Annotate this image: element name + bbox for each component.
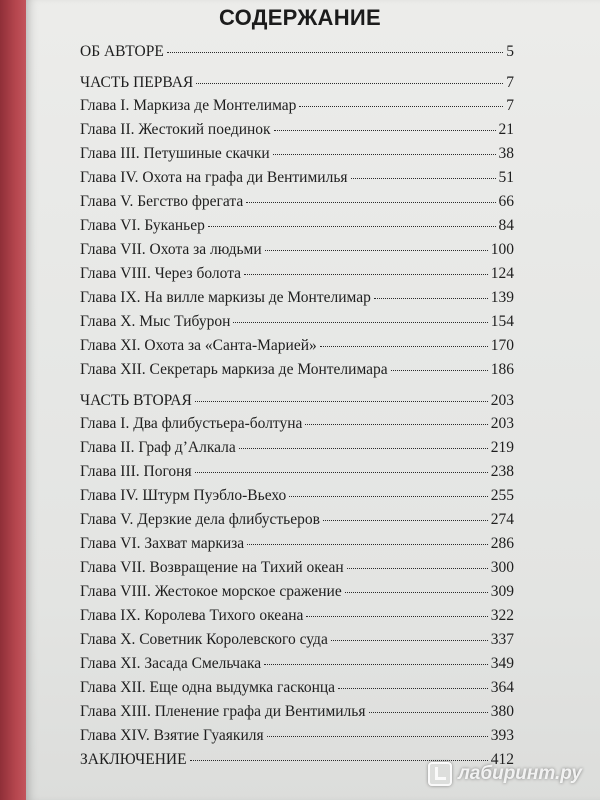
toc-entry-page: 139 bbox=[490, 289, 514, 306]
toc-entry-page: 203 bbox=[490, 392, 514, 409]
toc-leader-dots bbox=[265, 250, 488, 251]
toc-entry-label: Глава V. Дерзкие дела флибустьеров bbox=[80, 511, 320, 528]
labirint-watermark bbox=[428, 762, 582, 786]
toc-entry bbox=[80, 511, 514, 533]
toc-entry-page: 84 bbox=[498, 217, 514, 234]
toc-entry bbox=[80, 559, 514, 581]
toc-entry-page: 170 bbox=[490, 337, 514, 354]
toc-entry-label: Глава VII. Возвращение на Тихий океан bbox=[80, 559, 344, 576]
toc-entry-label: Глава II. Жестокий поединок bbox=[80, 121, 271, 138]
toc-leader-dots bbox=[195, 401, 488, 402]
toc-leader-dots bbox=[273, 154, 496, 155]
toc-entry-page: 238 bbox=[490, 463, 514, 480]
toc-entry bbox=[80, 241, 514, 263]
toc-entry-label: Глава I. Два флибустьера-болтуна bbox=[80, 415, 303, 432]
toc-entry-label: Глава XIV. Взятие Гуаякиля bbox=[80, 727, 264, 744]
toc-entry bbox=[80, 703, 514, 725]
toc-leader-dots bbox=[305, 424, 487, 425]
toc-leader-dots bbox=[239, 448, 488, 449]
toc-entry-page: 286 bbox=[490, 535, 514, 552]
toc-entry bbox=[80, 289, 514, 311]
toc-leader-dots bbox=[306, 616, 487, 617]
toc-entry-page: 255 bbox=[490, 487, 514, 504]
toc-entry bbox=[80, 145, 514, 167]
toc-entry-label: Глава IX. На вилле маркизы де Монтелимар bbox=[80, 289, 371, 306]
toc-entry-page: 38 bbox=[498, 145, 514, 162]
toc-entry bbox=[80, 121, 514, 143]
toc-leader-dots bbox=[196, 83, 503, 84]
page-title: СОДЕРЖАНИЕ bbox=[218, 5, 382, 30]
toc-leader-dots bbox=[190, 760, 488, 761]
toc-entry-about-author bbox=[80, 43, 514, 65]
toc-leader-dots bbox=[391, 370, 488, 371]
toc-entry bbox=[80, 679, 514, 701]
toc-entry bbox=[80, 583, 514, 605]
toc-entry-part-two bbox=[80, 392, 514, 414]
watermark-text: лабиринт.ру bbox=[457, 763, 582, 784]
toc-entry-page: 380 bbox=[490, 703, 514, 720]
toc-entry bbox=[80, 193, 514, 215]
toc-entry bbox=[80, 463, 514, 485]
toc-entry-label: Глава IV. Штурм Пуэбло-Вьехо bbox=[80, 487, 287, 504]
toc-entry-part-one bbox=[80, 74, 514, 96]
toc-entry-label: Глава XII. Секретарь маркиза де Монтелимара bbox=[80, 361, 388, 378]
toc-entry-label: Глава XIII. Пленение графа ди Вентимилья bbox=[80, 703, 366, 720]
toc-leader-dots bbox=[274, 130, 496, 131]
toc-leader-dots bbox=[320, 346, 488, 347]
toc-leader-dots bbox=[351, 178, 496, 179]
toc-leader-dots bbox=[374, 298, 488, 299]
toc-entry-label: Глава VII. Охота за людьми bbox=[80, 241, 262, 258]
toc-entry-page: 66 bbox=[498, 193, 514, 210]
toc-entry-page: 5 bbox=[506, 43, 514, 60]
toc-leader-dots bbox=[323, 520, 488, 521]
toc-entry-label: Глава XI. Засада Смельчака bbox=[80, 655, 262, 672]
toc-entry-label: Глава IX. Королева Тихого океана bbox=[80, 607, 304, 624]
toc-entry-page: 322 bbox=[490, 607, 514, 624]
labirint-logo-icon bbox=[428, 762, 452, 786]
toc-entry bbox=[80, 217, 514, 239]
toc-entry-label: Глава VIII. Жестокое морское сражение bbox=[80, 583, 342, 600]
toc-entry-page: 219 bbox=[490, 439, 514, 456]
toc-leader-dots bbox=[247, 544, 488, 545]
toc-entry-page: 393 bbox=[490, 727, 514, 744]
toc-entry bbox=[80, 607, 514, 629]
toc-leader-dots bbox=[289, 496, 487, 497]
toc-entry-label: Глава II. Граф д’Алкала bbox=[80, 439, 236, 456]
toc-entry-page: 124 bbox=[490, 265, 514, 282]
toc-entry bbox=[80, 631, 514, 653]
toc-entry-label: Глава IV. Охота на графа ди Вентимилья bbox=[80, 169, 348, 186]
toc-entry-page: 100 bbox=[490, 241, 514, 258]
toc-leader-dots bbox=[299, 106, 503, 107]
toc-entry-label: Глава XII. Еще одна выдумка гасконца bbox=[80, 679, 336, 696]
toc-entry-label: Глава III. Погоня bbox=[80, 463, 192, 480]
toc-entry bbox=[80, 415, 514, 437]
toc-entry-page: 349 bbox=[490, 655, 514, 672]
toc-leader-dots bbox=[338, 688, 488, 689]
toc-entry-page: 364 bbox=[490, 679, 514, 696]
toc-entry-label: Глава XI. Охота за «Санта-Марией» bbox=[80, 337, 317, 354]
toc-leader-dots bbox=[267, 736, 488, 737]
toc-entry-page: 7 bbox=[506, 74, 514, 91]
toc-entry bbox=[80, 313, 514, 335]
toc-entry bbox=[80, 487, 514, 509]
toc-entry-label: Глава X. Советник Королевского суда bbox=[80, 631, 328, 648]
toc-entry bbox=[80, 265, 514, 287]
toc-entry-page: 203 bbox=[490, 415, 514, 432]
toc-entry bbox=[80, 727, 514, 749]
toc-entry bbox=[80, 337, 514, 359]
toc-entry-page: 154 bbox=[490, 313, 514, 330]
toc-leader-dots bbox=[347, 568, 488, 569]
toc-leader-dots bbox=[331, 640, 488, 641]
toc-entry-page: 7 bbox=[506, 97, 514, 114]
toc-leader-dots bbox=[244, 274, 488, 275]
toc-entry-label: Глава V. Бегство фрегата bbox=[80, 193, 244, 210]
toc-entry-page: 300 bbox=[490, 559, 514, 576]
toc-entry-label: Глава VI. Буканьер bbox=[80, 217, 205, 234]
toc-entry-page: 51 bbox=[498, 169, 514, 186]
toc-entry-page: 21 bbox=[498, 121, 514, 138]
toc-leader-dots bbox=[264, 664, 488, 665]
toc-entry-page: 309 bbox=[490, 583, 514, 600]
toc-entry-page: 337 bbox=[490, 631, 514, 648]
toc-leader-dots bbox=[195, 472, 488, 473]
toc-entry-label: ЧАСТЬ ВТОРАЯ bbox=[80, 392, 192, 409]
toc-entry-label: ЧАСТЬ ПЕРВАЯ bbox=[80, 74, 194, 91]
toc-leader-dots bbox=[345, 592, 488, 593]
toc-entry-label: Глава I. Маркиза де Монтелимар bbox=[80, 97, 297, 114]
toc-entry-label: Глава VI. Захват маркиза bbox=[80, 535, 245, 552]
toc-entry bbox=[80, 97, 514, 119]
toc-leader-dots bbox=[369, 712, 488, 713]
toc-leader-dots bbox=[167, 52, 503, 53]
toc-entry bbox=[80, 361, 514, 383]
toc-entry-page: 412 bbox=[490, 751, 514, 768]
toc-leader-dots bbox=[246, 202, 495, 203]
toc-entry-label: Глава III. Петушиные скачки bbox=[80, 145, 270, 162]
toc-leader-dots bbox=[208, 226, 496, 227]
toc-entry-label: Глава VIII. Через болота bbox=[80, 265, 242, 282]
toc-entry bbox=[80, 439, 514, 461]
toc-entry bbox=[80, 655, 514, 677]
toc-leader-dots bbox=[233, 322, 487, 323]
toc-entry-label: Глава X. Мыс Тибурон bbox=[80, 313, 231, 330]
book-cover-edge bbox=[0, 0, 26, 800]
toc-entry-label: ЗАКЛЮЧЕНИЕ bbox=[80, 751, 187, 768]
toc-entry bbox=[80, 535, 514, 557]
toc-entry-label: ОБ АВТОРЕ bbox=[80, 43, 164, 60]
toc-entry bbox=[80, 169, 514, 191]
toc-entry-page: 186 bbox=[490, 361, 514, 378]
toc-entry-page: 274 bbox=[490, 511, 514, 528]
